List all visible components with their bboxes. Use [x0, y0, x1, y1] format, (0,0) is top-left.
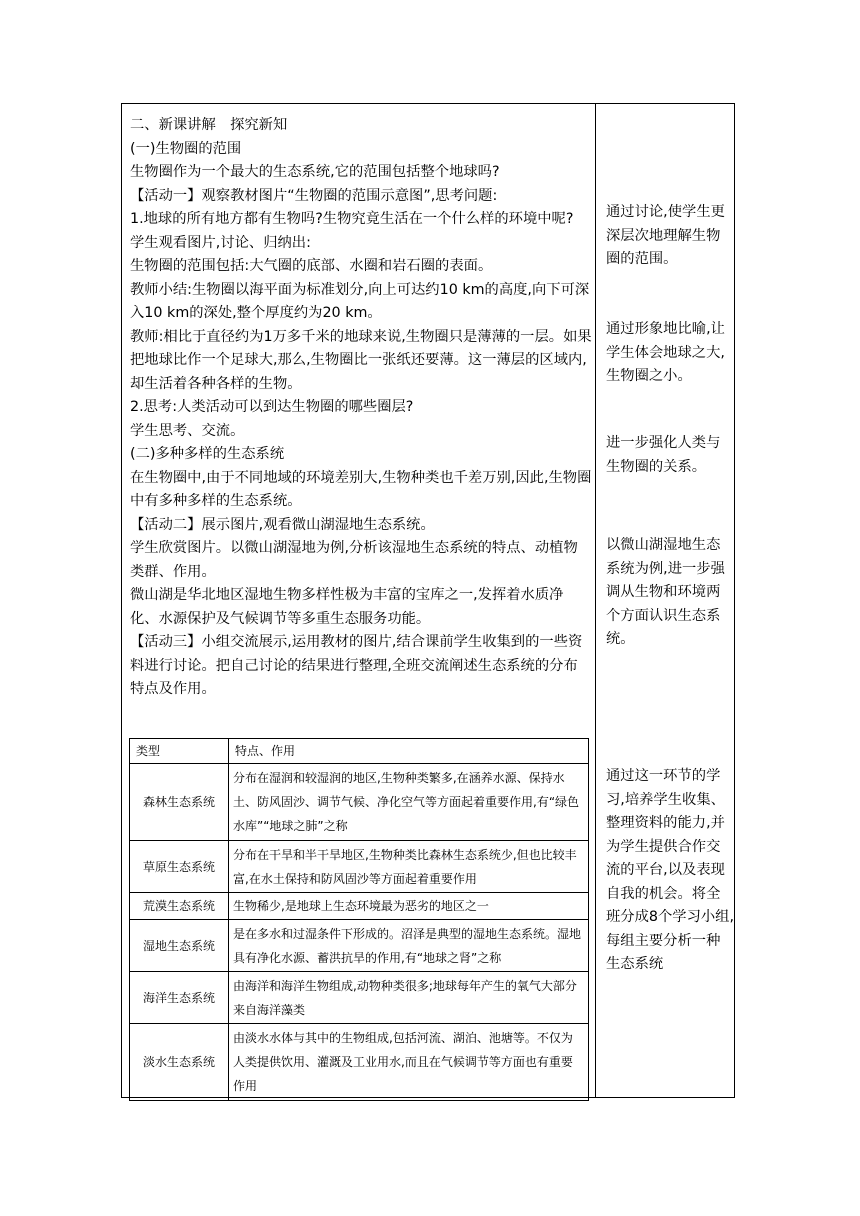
table-header-cell: 类型 — [130, 739, 229, 764]
side-note: 进一步强化人类与生物圈的关系。 — [606, 435, 721, 475]
paragraph: 在生物圈中,由于不同地域的环境差别大,生物种类也千差万别,因此,生物圈中有多种多样的生态系统。 — [130, 469, 592, 509]
paragraph: 学生思考、交流。 — [130, 422, 245, 439]
table-row — [130, 1024, 589, 1101]
desc-cell: 生物稀少,是地球上生态环境最为恶劣的地区之一 — [229, 893, 589, 920]
subsection-heading: (一)生物圈的范围 — [130, 140, 242, 157]
question-two: 2.思考:人类活动可以到达生物圈的哪些圈层? — [130, 399, 414, 415]
lesson-table — [121, 103, 735, 1098]
table-row — [130, 972, 589, 1024]
teacher-summary: 教师小结:生物圈以海平面为标准划分,向上可达约10 km的高度,向下可深入10 km的深处,整个厚度约为20 km。 — [130, 281, 590, 321]
column-divider — [595, 104, 596, 1097]
teacher-remark: 教师:相比于直径约为1万多千米的地球来说,生物圈只是薄薄的一层。如果把地球比作一个足球大,那么,生物圈比一张纸还要薄。这一薄层的区域内,却生活着各种各样的生物。 — [130, 328, 592, 392]
side-note: 通过这一环节的学习,培养学生收集、整理资料的能力,并为学生提供合作交流的平台,以及表现自我的机会。将全班分成8个学习小组,每组主要分析一种生态系统 — [606, 768, 735, 972]
side-note: 通过讨论,使学生更深层次地理解生物圈的范围。 — [606, 204, 725, 267]
main-content — [130, 114, 592, 702]
activity-one: 【活动一】观察教材图片“生物圈的范围示意图”,思考问题: — [130, 187, 498, 204]
type-cell: 湿地生态系统 — [130, 920, 229, 972]
type-cell: 荒漠生态系统 — [130, 893, 229, 920]
desc-cell: 由海洋和海洋生物组成,动物种类很多;地球每年产生的氧气大部分来自海洋藻类 — [229, 972, 589, 1024]
type-cell: 淡水生态系统 — [130, 1024, 229, 1101]
paragraph: 生物圈作为一个最大的生态系统,它的范围包括整个地球吗? — [130, 164, 500, 180]
side-note: 通过形象地比喻,让学生体会地球之大,生物圈之小。 — [606, 321, 725, 384]
question-one: 1.地球的所有地方都有生物吗?生物究竟生活在一个什么样的环境中呢? — [130, 211, 574, 227]
type-cell: 草原生态系统 — [130, 841, 229, 893]
table-header-cell: 特点、作用 — [229, 739, 589, 764]
activity-two: 【活动二】展示图片,观看微山湖湿地生态系统。 — [130, 516, 435, 533]
section-heading: 二、新课讲解 探究新知 — [130, 117, 288, 133]
table-row — [130, 893, 589, 920]
type-cell: 森林生态系统 — [130, 764, 229, 841]
table-row — [130, 764, 589, 841]
desc-cell: 由淡水水体与其中的生物组成,包括河流、湖泊、池塘等。不仅为人类提供饮用、灌溉及工业用水,而且在气候调节等方面也有重要作用 — [229, 1024, 589, 1101]
table-row — [130, 841, 589, 893]
table-header-row — [130, 739, 589, 764]
desc-cell: 是在多水和过湿条件下形成的。沼泽是典型的湿地生态系统。湿地具有净化水源、蓄洪抗旱的作用,有“地球之肾”之称 — [229, 920, 589, 972]
paragraph: 微山湖是华北地区湿地生物多样性极为丰富的宝库之一,发挥着水质净化、水源保护及气候调节等多重生态服务功能。 — [130, 587, 564, 627]
ecosystem-table — [129, 738, 589, 1101]
desc-cell: 分布在干旱和半干旱地区,生物种类比森林生态系统少,但也比较丰富,在水土保持和防风固沙等方面起着重要作用 — [229, 841, 589, 893]
table-row — [130, 920, 589, 972]
desc-cell: 分布在湿润和较湿润的地区,生物种类繁多,在涵养水源、保持水土、防风固沙、调节气候、净化空气等方面起着重要作用,有“绿色水库”“地球之肺”之称 — [229, 764, 589, 841]
paragraph: 生物圈的范围包括:大气圈的底部、水圈和岩石圈的表面。 — [130, 258, 493, 274]
activity-three: 【活动三】小组交流展示,运用教材的图片,结合课前学生收集到的一些资料进行讨论。把自己讨论的结果进行整理,全班交流阐述生态系统的分布特点及作用。 — [130, 634, 583, 697]
side-note: 以微山湖湿地生态系统为例,进一步强调从生物和环境两个方面认识生态系统。 — [606, 537, 725, 647]
paragraph: 学生欣赏图片。以微山湖湿地为例,分析该湿地生态系统的特点、动植物类群、作用。 — [130, 540, 578, 580]
paragraph: 学生观看图片,讨论、归纳出: — [130, 234, 311, 251]
subsection-heading: (二)多种多样的生态系统 — [130, 446, 285, 462]
type-cell: 海洋生态系统 — [130, 972, 229, 1024]
